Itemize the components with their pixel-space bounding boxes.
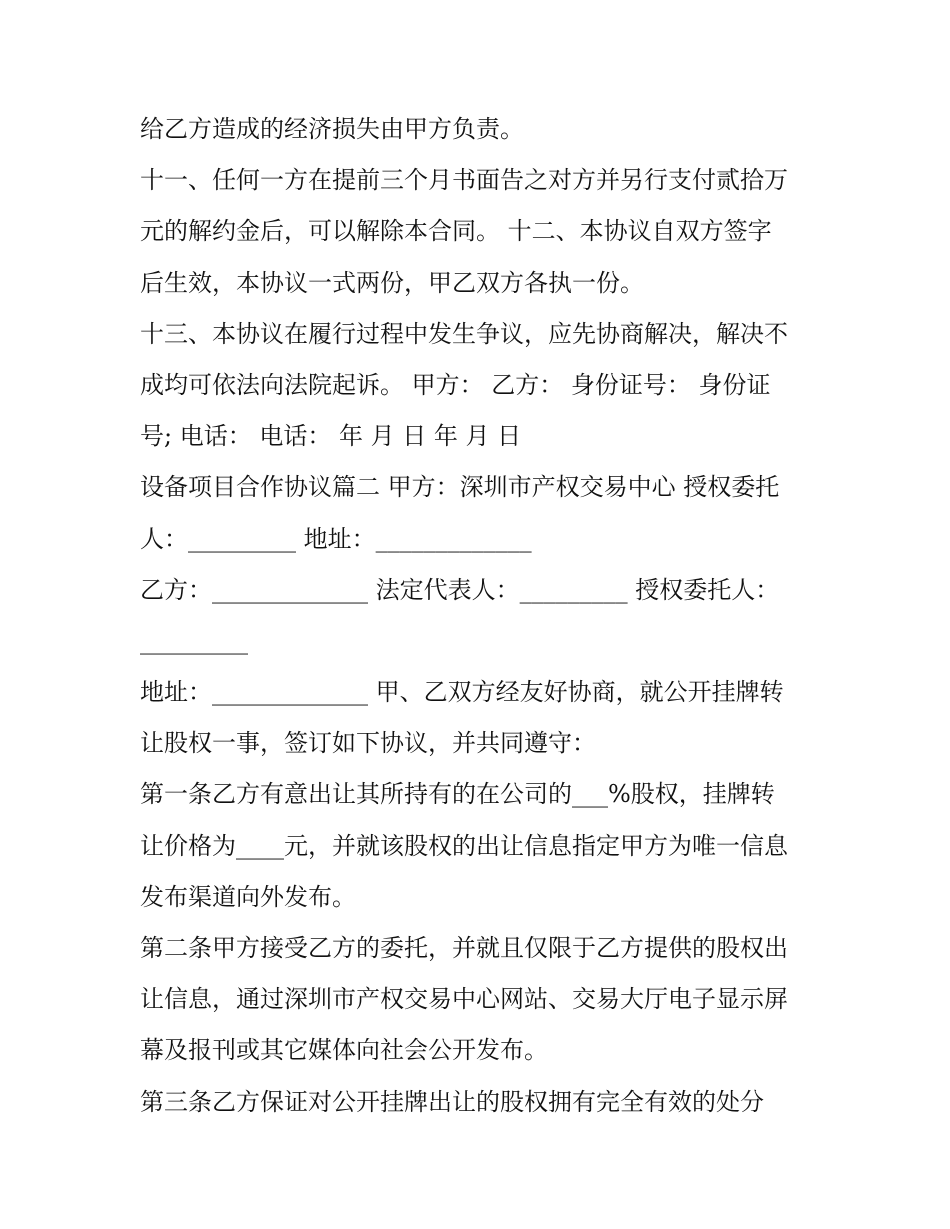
text-line: 让信息，通过深圳市产权交易中心网站、交易大厅电子显示屏 [140, 985, 788, 1014]
text-line: 乙方：_____________ 法定代表人：_________ 授权委托人： [140, 575, 780, 604]
text-line: 让价格为____元，并就该股权的出让信息指定甲方为唯一信息 [140, 831, 788, 860]
text-line: 第一条乙方有意出让其所持有的在公司的___%股权，挂牌转 [140, 780, 775, 809]
text-line: 号; 电话： 电话： 年 月 日 年 月 日 [140, 422, 522, 451]
text-line: 幕及报刊或其它媒体向社会公开发布。 [140, 1036, 548, 1065]
text-line: 第二条甲方接受乙方的委托，并就且仅限于乙方提供的股权出 [140, 934, 788, 962]
text-line: 人：_________ 地址：_____________ [140, 524, 532, 553]
text-line: 第三条乙方保证对公开挂牌出让的股权拥有完全有效的处分 [140, 1087, 764, 1116]
text-line: 成均可依法向法院起诉。 甲方： 乙方： 身份证号： 身份证 [140, 370, 771, 399]
text-line: 发布渠道向外发布。 [140, 882, 356, 911]
text-line: _________ [140, 626, 248, 655]
text-line: 地址：_____________ 甲、乙双方经友好协商，就公开挂牌转 [140, 678, 784, 707]
text-line: 设备项目合作协议篇二 甲方：深圳市产权交易中心 授权委托 [140, 473, 780, 502]
text-line: 让股权一事，签订如下协议，并共同遵守： [140, 729, 596, 758]
text-line: 十三、本协议在履行过程中发生争议，应先协商解决，解决不 [140, 319, 788, 348]
text-line: 给乙方造成的经济损失由甲方负责。 [140, 115, 524, 143]
document-body [140, 104, 820, 1128]
text-line: 后生效，本协议一式两份，甲乙双方各执一份。 [140, 268, 644, 297]
text-line: 元的解约金后，可以解除本合同。 十二、本协议自双方签字 [140, 217, 772, 246]
text-line: 十一、任何一方在提前三个月书面告之对方并另行支付贰拾万 [140, 166, 788, 195]
